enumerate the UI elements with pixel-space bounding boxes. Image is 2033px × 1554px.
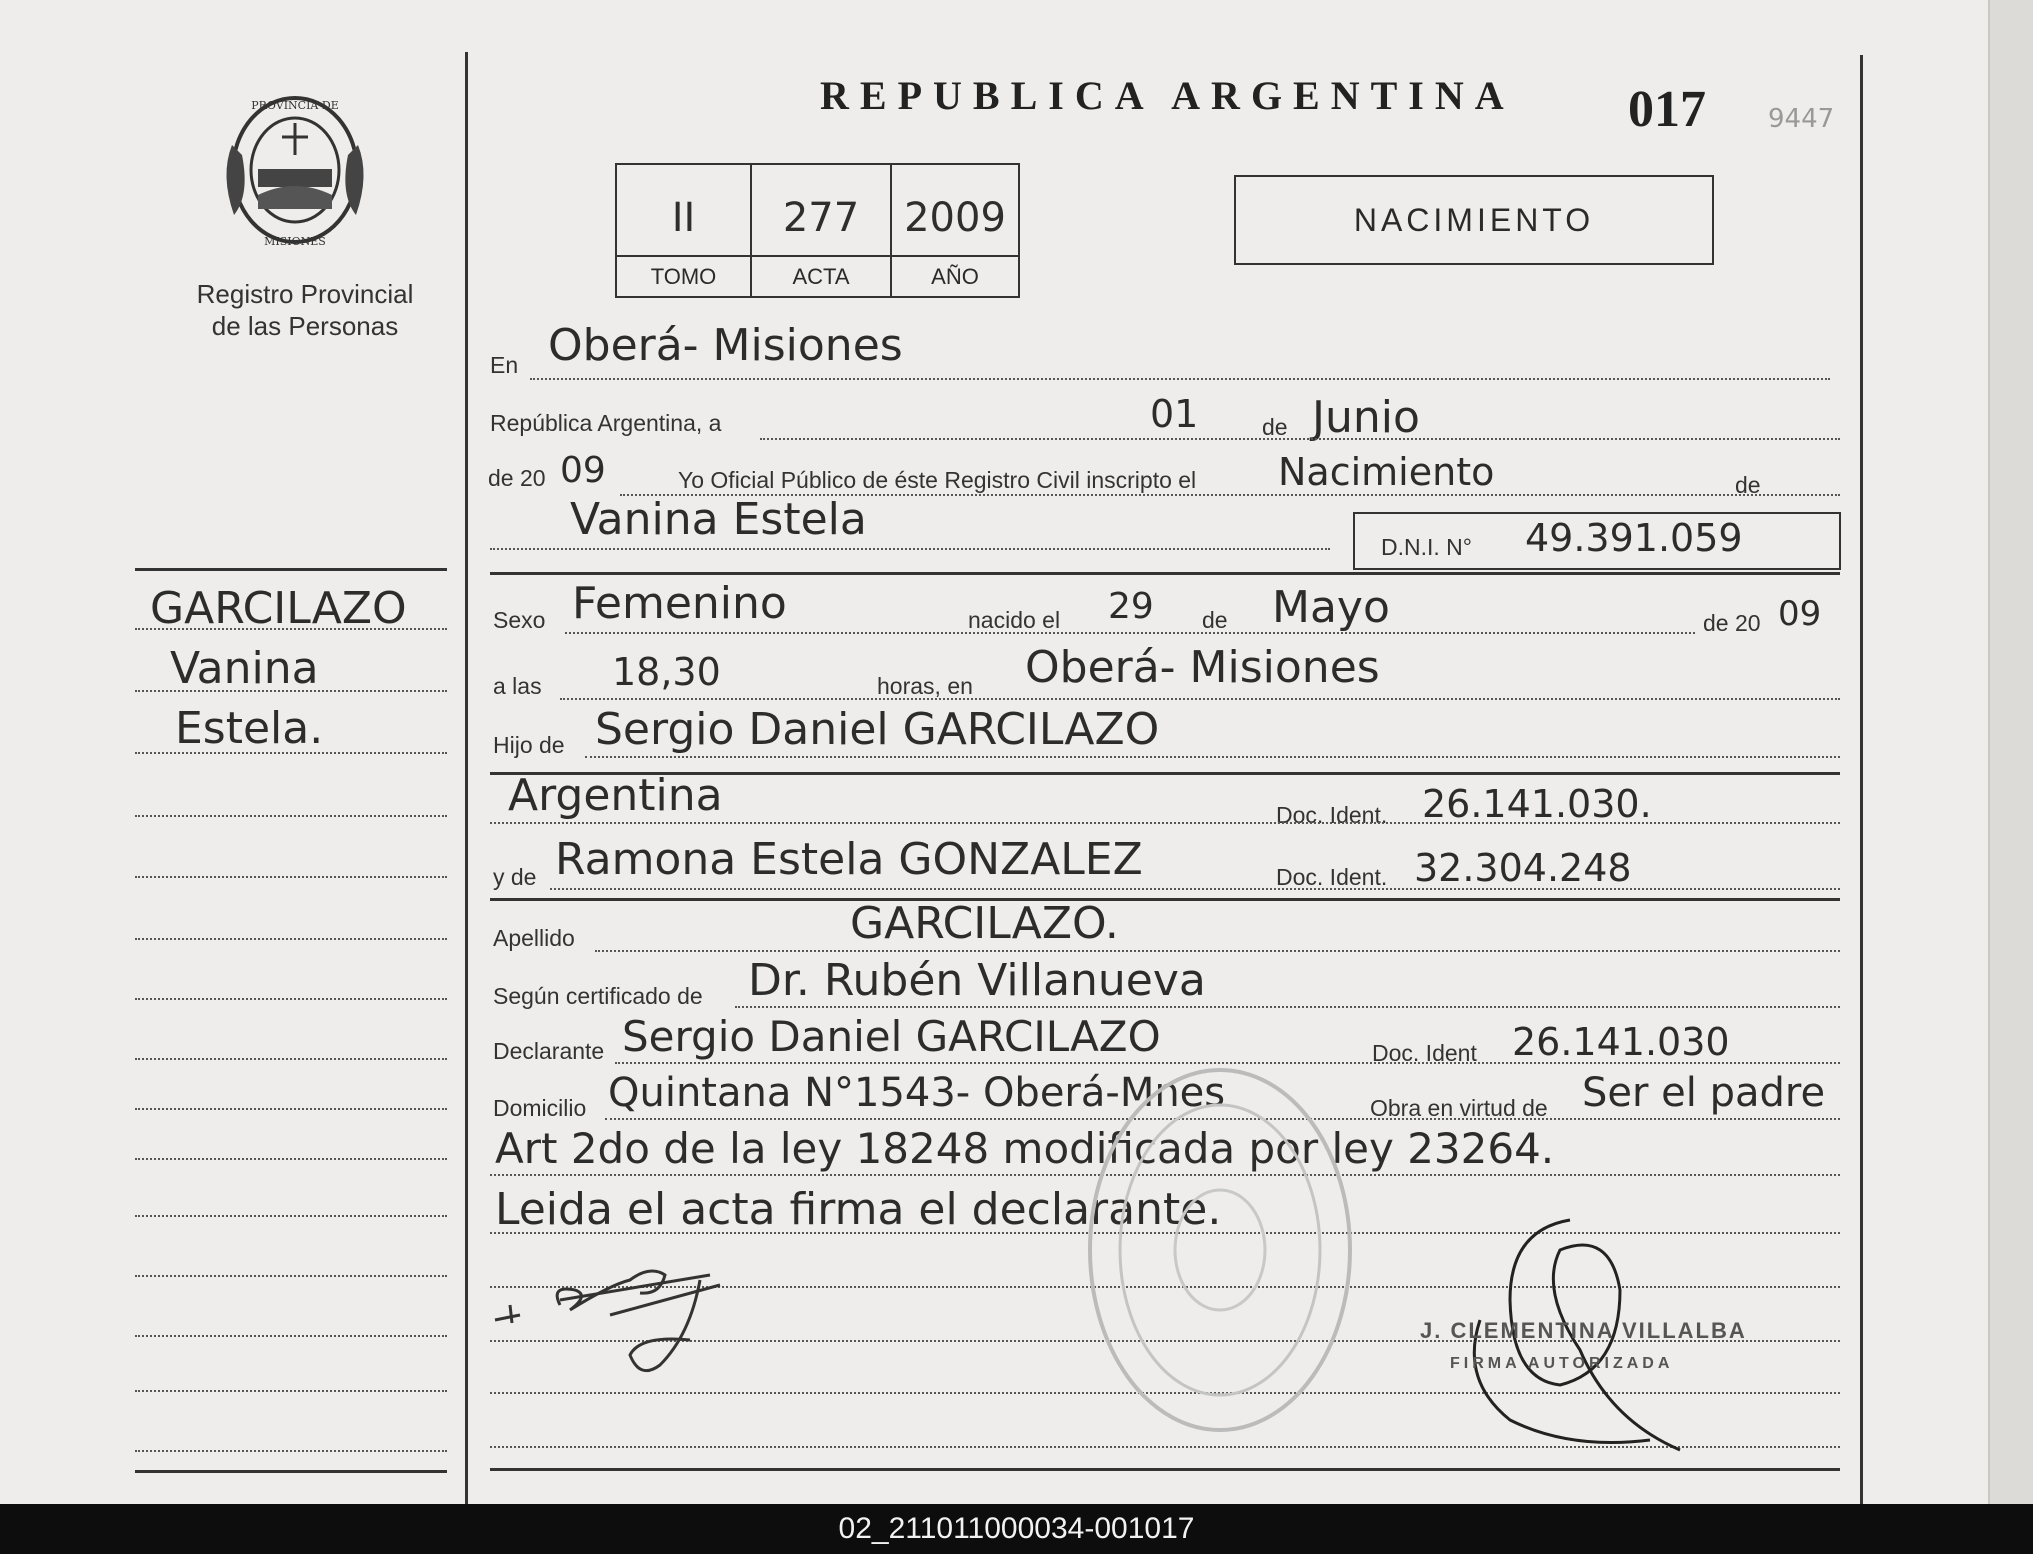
declarante-value: Sergio Daniel GARCILAZO <box>622 1012 1161 1061</box>
de-label-2: de <box>1735 472 1761 498</box>
docident-label: Doc. Ident <box>1372 1040 1477 1066</box>
year-value: 09 <box>560 450 606 491</box>
page-edge <box>1988 0 2033 1504</box>
dni-value: 49.391.059 <box>1525 516 1743 560</box>
doctor-value: Dr. Rubén Villanueva <box>748 955 1206 1006</box>
birth-place: Oberá- Misiones <box>1025 642 1380 693</box>
birth-month: Mayo <box>1272 582 1390 633</box>
month-value: Junio <box>1312 392 1420 443</box>
record-type-box: NACIMIENTO <box>1234 175 1714 265</box>
tomo-value: II <box>671 195 696 241</box>
tomo-label: TOMO <box>617 255 750 296</box>
birth-day: 29 <box>1108 586 1154 627</box>
republica-label: República Argentina, a <box>490 410 722 436</box>
declarant-signature-icon <box>490 1245 750 1385</box>
father-name: Sergio Daniel GARCILAZO <box>595 704 1160 755</box>
faint-stamp-icon <box>1070 1050 1370 1450</box>
day-value: 01 <box>1150 392 1199 436</box>
country-title: REPUBLICA ARGENTINA <box>820 73 1515 118</box>
provincial-seal-icon <box>220 85 370 255</box>
article-line: Art 2do de la ley 18248 modificada por ley 23264. <box>495 1124 1555 1173</box>
birth-year: 09 <box>1778 594 1822 634</box>
obra-value: Ser el padre <box>1582 1070 1826 1116</box>
de20-label-2: de 20 <box>1703 610 1761 636</box>
acta-value: 277 <box>782 195 860 241</box>
acta-label: ACTA <box>752 255 890 296</box>
mother-doc: 32.304.248 <box>1414 846 1632 890</box>
yde-label: y de <box>493 864 537 890</box>
domicilio-value: Quintana N°1543- Oberá-Mnes <box>608 1070 1226 1116</box>
de-label-3: de <box>1202 607 1228 633</box>
en-value: Oberá- Misiones <box>548 320 903 371</box>
svg-text:MISIONES: MISIONES <box>264 235 326 248</box>
alas-label: a las <box>493 673 542 699</box>
official-name: J. CLEMENTINA VILLALBA <box>1420 1318 1747 1343</box>
domicilio-label: Domicilio <box>493 1095 587 1121</box>
de20-label: de 20 <box>488 465 546 491</box>
right-border <box>1860 55 1863 1504</box>
margin-first-name: Vanina <box>170 643 319 694</box>
doc-label-2: Doc. Ident. <box>1276 864 1388 890</box>
obra-label: Obra en virtud de <box>1370 1095 1548 1121</box>
margin-divider <box>465 52 468 1504</box>
father-nationality: Argentina <box>508 770 723 821</box>
handwritten-number: 9447 <box>1768 104 1835 134</box>
hijo-label: Hijo de <box>493 732 565 758</box>
oficial-label: Yo Oficial Público de éste Registro Civil inscripto el <box>678 467 1197 493</box>
registry-name: Registro Provincial de las Personas <box>196 279 414 341</box>
doc-label: Doc. Ident. <box>1276 802 1388 828</box>
footer-code: 02_211011000034-001017 <box>0 1504 2033 1554</box>
child-name: Vanina Estela <box>570 494 867 545</box>
segun-label: Según certificado de <box>493 983 703 1009</box>
horas-label: horas, en <box>877 673 973 699</box>
sexo-value: Femenino <box>572 578 787 629</box>
de-label: de <box>1262 414 1288 440</box>
leida-line: Leida el acta firma el declarante. <box>495 1184 1222 1235</box>
record-box <box>615 163 1020 298</box>
en-label: En <box>490 352 519 378</box>
nacido-label: nacido el <box>968 607 1061 633</box>
declarante-doc: 26.141.030 <box>1512 1020 1730 1064</box>
svg-text:PROVINCIA DE: PROVINCIA DE <box>251 99 339 112</box>
dni-label: D.N.I. N° <box>1381 534 1472 560</box>
mother-name: Ramona Estela GONZALEZ <box>555 834 1143 885</box>
sexo-label: Sexo <box>493 607 546 633</box>
official-role: FIRMA AUTORIZADA <box>1450 1355 1674 1372</box>
hour-value: 18,30 <box>612 650 721 694</box>
anio-value: 2009 <box>904 195 1006 241</box>
document-number: 017 <box>1628 81 1706 138</box>
declarante-label: Declarante <box>493 1038 605 1064</box>
event-value: Nacimiento <box>1278 450 1495 494</box>
dni-box <box>1353 512 1841 570</box>
apellido-value: GARCILAZO. <box>850 898 1119 949</box>
father-doc: 26.141.030. <box>1422 782 1652 826</box>
margin-second-name: Estela. <box>175 703 324 754</box>
margin-surname: GARCILAZO <box>150 583 407 634</box>
anio-label: AÑO <box>892 255 1018 296</box>
apellido-label: Apellido <box>493 925 575 951</box>
